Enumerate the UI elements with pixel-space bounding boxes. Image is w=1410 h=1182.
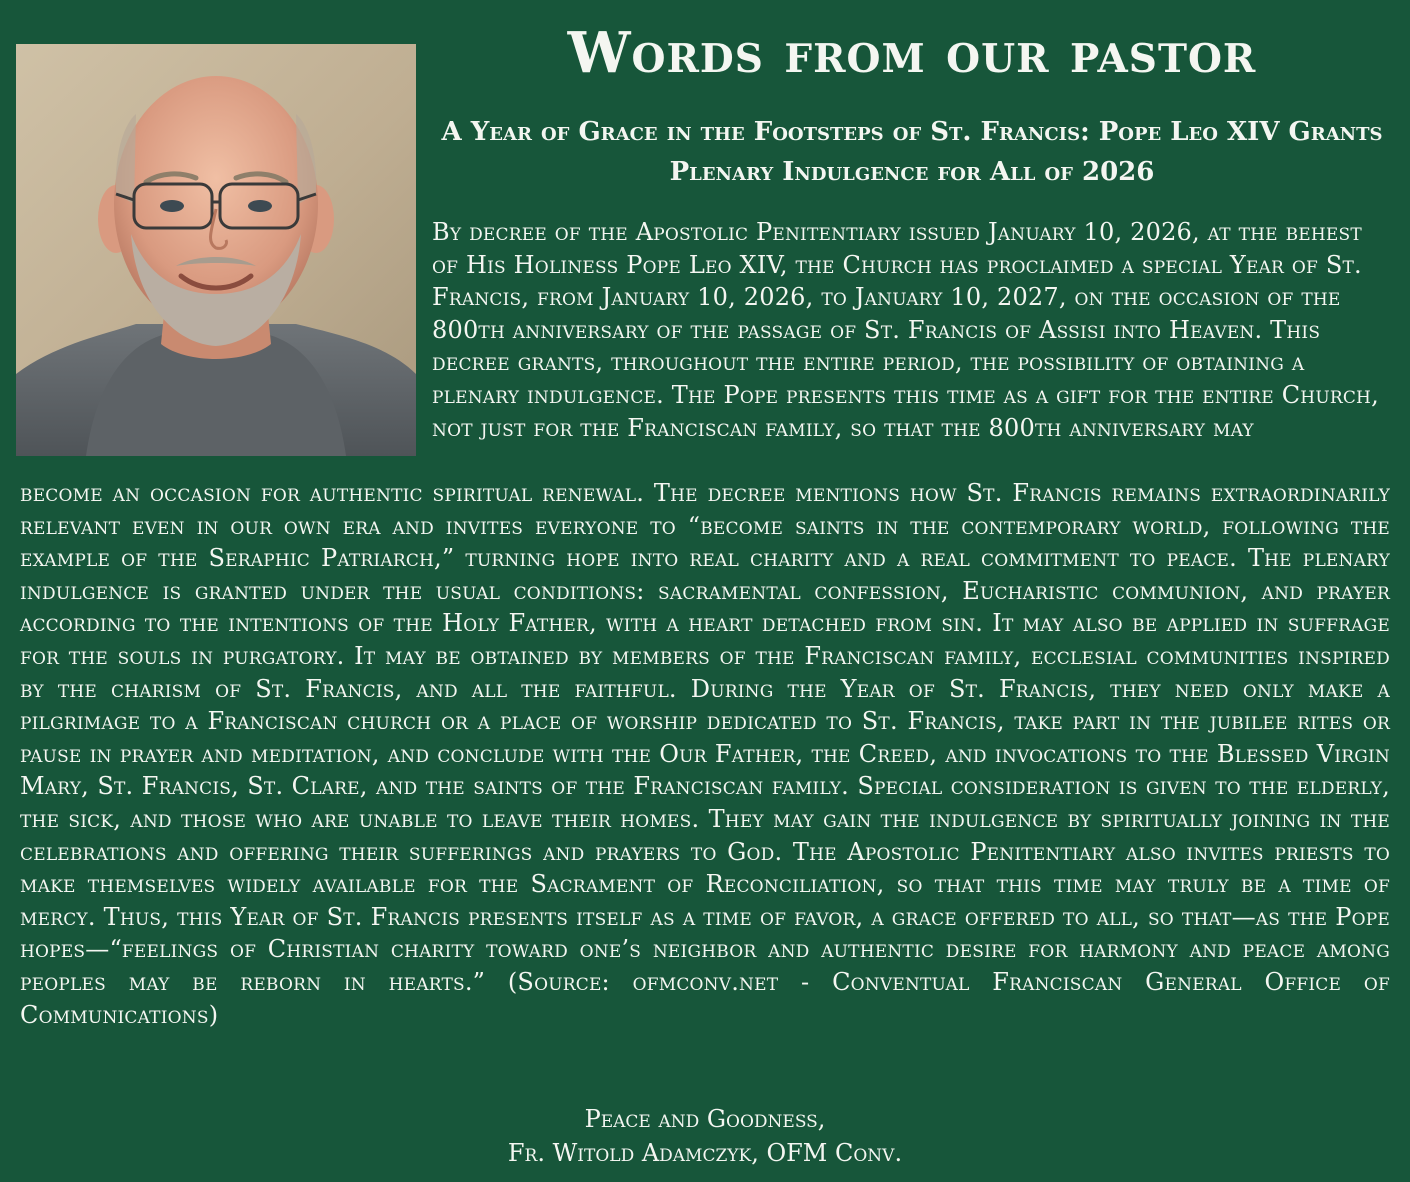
pastor-portrait-image <box>16 44 416 456</box>
closing-greeting: Peace and Goodness, <box>584 1105 826 1133</box>
article-intro-paragraph: By decree of the Apostolic Penitentiary issued January 10, 2026, at the behest of His Holiness Pope Leo XIV, the Church has proclaimed a special Year of St. Francis, from January 10, 2026, to January 10, 2027, on the occasion of the 800th anniversary of the passage of St. Francis of Assisi into Heaven. This decree grants, throughout the entire period, the possibility of obtaining a plenary indulgence. The Pope presents this time as a gift for the entire Church, not just for the Franciscan family, so that the 800th anniversary may <box>432 218 1379 442</box>
page-title: Words from our pastor <box>567 20 1257 86</box>
pastor-signature: Fr. Witold Adamczyk, OFM Conv. <box>507 1139 903 1167</box>
pastor-photo <box>16 44 416 456</box>
article-body-paragraph: become an occasion for authentic spiritual renewal. The decree mentions how St. Francis remains extraordinarily relevant even in our own era and invites everyone to “become saints in the contemporary world, following the example of the Seraphic Patriarch,” turning hope into real charity and a real commitment to peace. The plenary indulgence is granted under the usual conditions: sacramental confession, Eucharistic communion, and prayer according to the intentions of the Holy Father, with a heart detached from sin. It may also be applied in suffrage for the souls in purgatory. It may be obtained by members of the Franciscan family, ecclesial communities inspired by the charism of St. Francis, and all the faithful. During the Year of St. Francis, they need only make a pilgrimage to a Franciscan church or a place of worship dedicated to St. Francis, take part in the jubilee rites or pause in prayer and meditation, and conclude with the Our Father, the Creed, and invocations to the Blessed Virgin Mary, St. Francis, St. Clare, and the saints of the Franciscan family. Special consideration is given to the elderly, the sick, and those who are unable to leave their homes. They may gain the indulgence by spiritually joining in the celebrations and offering their sufferings and prayers to God. The Apostolic Penitentiary also invites priests to make themselves widely available for the Sacrament of Reconciliation, so that this time may truly be a time of mercy. Thus, this Year of St. Francis presents itself as a time of favor, a grace offered to all, so that—as the Pope hopes—“feelings of Christian charity toward one’s neighbor and authentic desire for harmony and peace among peoples may be reborn in hearts.” (Source: ofmconv.net - Conventual Franciscan General Office of Communications) <box>20 479 1390 1029</box>
article-headline: A Year of Grace in the Footsteps of St. Francis: Pope Leo XIV Grants Plenary Indulgence for All of 2026 <box>441 117 1383 187</box>
closing-block <box>0 1102 1410 1170</box>
